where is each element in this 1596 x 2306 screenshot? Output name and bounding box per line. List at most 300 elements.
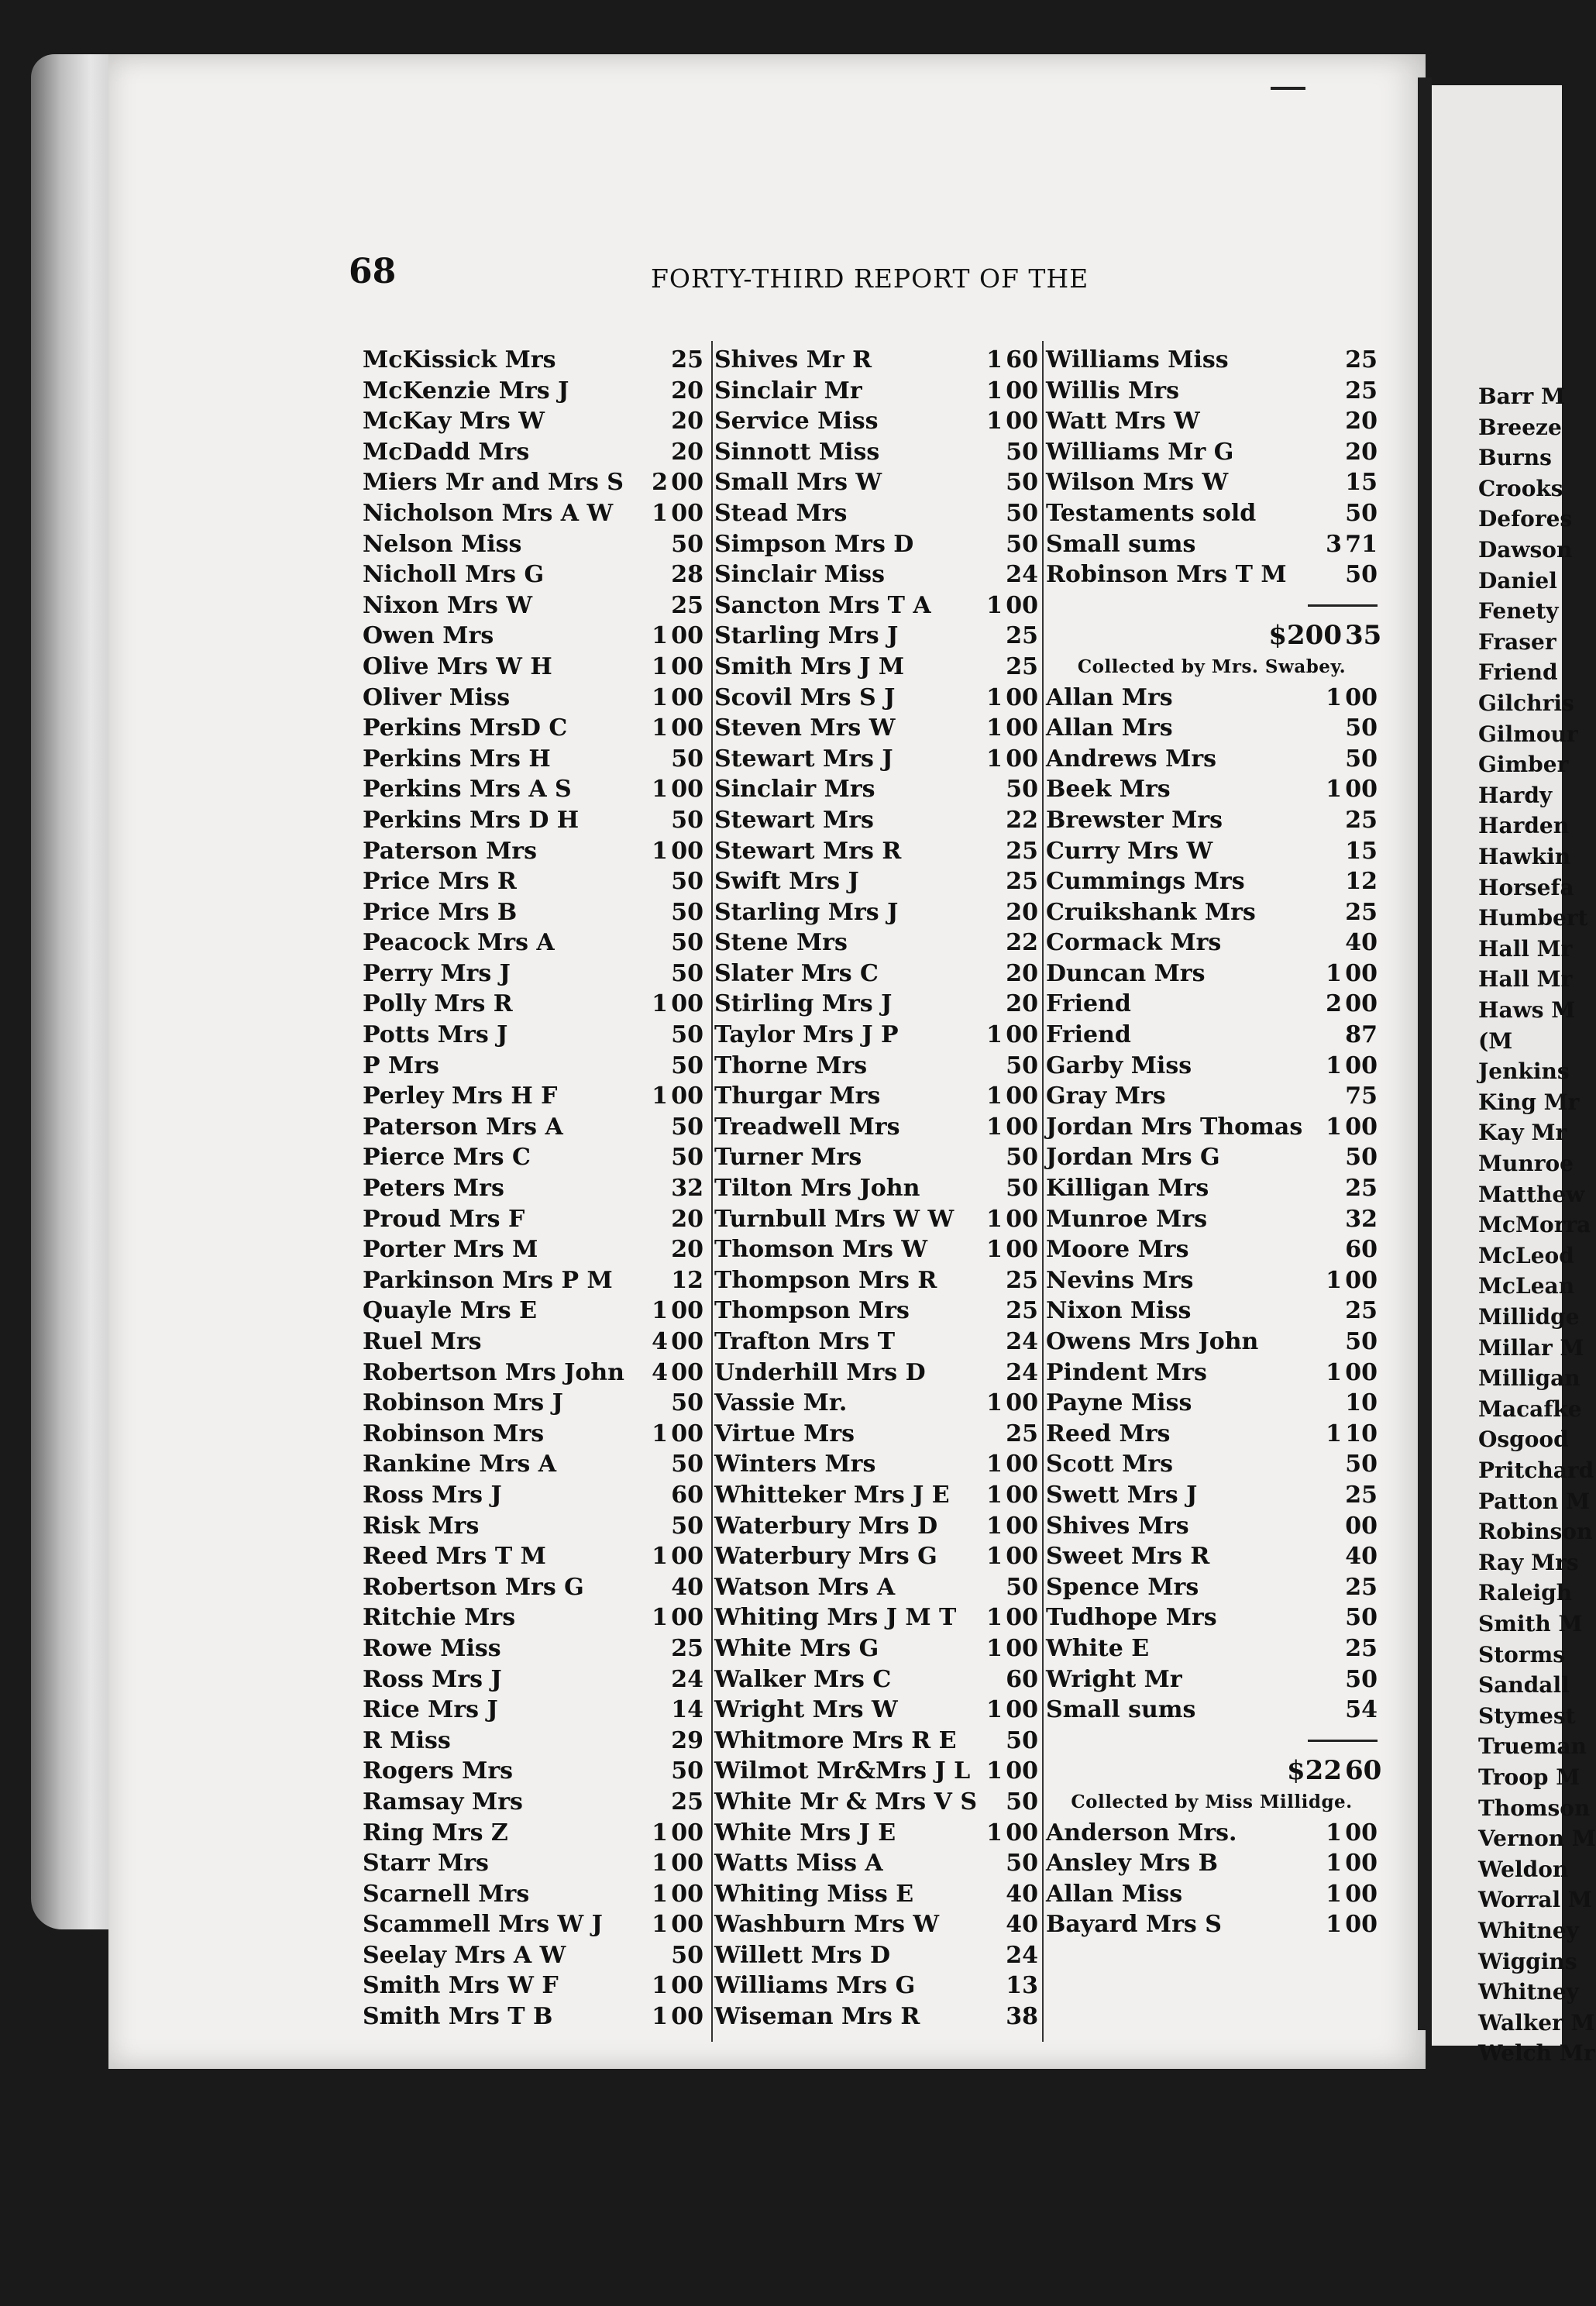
amount-cents: 25 — [1345, 898, 1378, 926]
amount-dollars: 1 — [986, 1696, 1003, 1724]
amount-dollars: 1 — [986, 1512, 1003, 1540]
amount-dollars: 1 — [986, 591, 1003, 619]
amount-cents: 50 — [1006, 1051, 1038, 1079]
subscriber-name: Price Mrs B — [363, 898, 518, 926]
amount-cents: 50 — [1006, 530, 1038, 558]
subscriber-entry — [1046, 345, 1378, 376]
subscriber-column-3 — [1046, 345, 1382, 1940]
subscriber-entry — [714, 1541, 1038, 1572]
amount-cents: 50 — [671, 898, 703, 926]
subscriber-name: Garby Miss — [1046, 1051, 1192, 1079]
amount-cents: 00 — [1006, 1481, 1038, 1509]
subscriber-name: Ramsay Mrs — [363, 1788, 523, 1816]
amount-cents: 20 — [1345, 408, 1378, 435]
subscriber-entry — [363, 866, 703, 897]
amount-dollars: 1 — [652, 1880, 668, 1908]
amount-cents: 00 — [1006, 591, 1038, 619]
subscriber-entry — [1046, 744, 1378, 775]
subscriber-name: Smith Mrs T B — [363, 2003, 553, 2031]
subscriber-entry — [714, 1204, 1038, 1235]
subscriber-entry — [363, 928, 703, 959]
subscriber-entry — [363, 1296, 703, 1327]
subscriber-name: Proud Mrs F — [363, 1205, 525, 1233]
subscriber-entry — [714, 1664, 1038, 1695]
amount-cents: 24 — [1006, 1358, 1038, 1386]
amount-cents: 25 — [671, 1634, 703, 1662]
facing-page-entry: Walker M — [1478, 2009, 1595, 2036]
subscriber-name: Whiting Mrs J M T — [714, 1604, 957, 1632]
subscriber-entry — [363, 437, 703, 468]
facing-page-entry: Crooks — [1478, 475, 1563, 501]
amount-dollars: 1 — [986, 1543, 1003, 1571]
amount-cents: 50 — [671, 1021, 703, 1049]
amount-cents: 20 — [1345, 438, 1378, 466]
amount-cents: 50 — [1006, 1144, 1038, 1172]
collector-heading — [1046, 1787, 1378, 1818]
amount-dollars: 1 — [1326, 776, 1342, 804]
subscriber-name: Wright Mrs W — [714, 1696, 898, 1724]
subscriber-entry — [363, 406, 703, 437]
subscriber-name: Curry Mrs W — [1046, 837, 1213, 865]
subscriber-name: White E — [1046, 1634, 1150, 1662]
subscriber-name: Cummings Mrs — [1046, 868, 1245, 896]
subscriber-name: P Mrs — [363, 1051, 439, 1079]
subscriber-entry — [1046, 1572, 1378, 1603]
facing-page-entry: Hardy — [1478, 782, 1553, 808]
amount-dollars: 1 — [652, 776, 668, 804]
amount-cents: 00 — [1345, 1880, 1378, 1908]
subscriber-name: Friend — [1046, 990, 1131, 1018]
subscriber-name: Waterbury Mrs G — [714, 1543, 937, 1571]
subscriber-name: Peters Mrs — [363, 1175, 504, 1203]
amount-dollars: 1 — [986, 1634, 1003, 1662]
subscriber-name: Swift Mrs J — [714, 868, 859, 896]
subscriber-entry — [714, 1970, 1038, 2001]
amount-cents: 00 — [1006, 1543, 1038, 1571]
facing-page-entry: Gimber — [1478, 752, 1569, 778]
subscriber-entry — [714, 1695, 1038, 1726]
subscriber-name: Nelson Miss — [363, 530, 522, 558]
facing-page-entry: Hall Mr — [1478, 935, 1573, 962]
subscriber-entry — [1046, 1511, 1378, 1542]
subscriber-entry — [363, 897, 703, 928]
subscriber-entry — [1046, 1449, 1378, 1480]
subscriber-name: Stene Mrs — [714, 929, 848, 957]
amount-cents: 00 — [1345, 959, 1378, 987]
subscriber-entry — [714, 406, 1038, 437]
subscriber-entry — [714, 467, 1038, 498]
facing-page-entry: Horsefa — [1478, 874, 1574, 900]
subscriber-entry — [363, 467, 703, 498]
subscriber-name: Smith Mrs J M — [714, 652, 905, 680]
amount-cents: 20 — [1006, 898, 1038, 926]
subscriber-name: Oliver Miss — [363, 683, 511, 711]
running-title: FORTY-THIRD REPORT OF THE — [651, 263, 1089, 294]
amount-cents: 25 — [1345, 1297, 1378, 1325]
amount-cents: 24 — [1006, 1328, 1038, 1355]
amount-cents: 14 — [671, 1696, 703, 1724]
subscriber-entry — [363, 713, 703, 744]
subscriber-entry — [714, 1081, 1038, 1112]
amount-cents: 00 — [1345, 776, 1378, 804]
amount-dollars: 1 — [986, 1389, 1003, 1417]
subscriber-name: Ring Mrs Z — [363, 1819, 508, 1847]
facing-page-entry: Haws M — [1478, 997, 1576, 1023]
subscriber-entry — [1046, 989, 1378, 1020]
amount-cents: 54 — [1345, 1696, 1378, 1724]
subscriber-entry — [363, 1142, 703, 1173]
subscriber-name: Friend — [1046, 1021, 1131, 1049]
subscriber-name: Paterson Mrs — [363, 837, 537, 865]
facing-page-entry: Osgood — [1478, 1427, 1569, 1453]
amount-cents: 20 — [671, 1236, 703, 1264]
subscriber-entry — [714, 1388, 1038, 1419]
subscriber-name: Reed Mrs T M — [363, 1543, 546, 1571]
facing-page-entry: Daniel — [1478, 567, 1557, 594]
subscriber-entry — [1046, 836, 1378, 867]
facing-page-entry: Jenkins — [1478, 1058, 1570, 1085]
subscriber-entry — [1046, 467, 1378, 498]
subscriber-entry — [1046, 774, 1378, 805]
subscriber-entry — [1046, 683, 1378, 714]
subscriber-entry — [714, 1511, 1038, 1542]
amount-dollars: 1 — [986, 1604, 1003, 1632]
subscriber-name: White Mrs G — [714, 1634, 879, 1662]
amount-cents: 50 — [1345, 714, 1378, 742]
amount-dollars: 1 — [652, 990, 668, 1018]
amount-cents: 40 — [1006, 1880, 1038, 1908]
subscriber-name: Swett Mrs J — [1046, 1481, 1198, 1509]
subscriber-name: Allan Mrs — [1046, 714, 1173, 742]
subscriber-name: Sweet Mrs R — [1046, 1543, 1210, 1571]
amount-cents: 50 — [1006, 1573, 1038, 1601]
subscriber-entry — [363, 959, 703, 990]
subscriber-entry — [363, 590, 703, 621]
amount-cents: 25 — [1006, 1266, 1038, 1294]
subscriber-entry — [714, 1818, 1038, 1849]
amount-cents: 50 — [1345, 1328, 1378, 1355]
amount-cents: 50 — [671, 1144, 703, 1172]
amount-cents: 50 — [1006, 1788, 1038, 1816]
subscriber-entry — [1046, 1541, 1378, 1572]
subscriber-entry — [1046, 713, 1378, 744]
subscriber-name: Thompson Mrs R — [714, 1266, 937, 1294]
subscriber-name: Andrews Mrs — [1046, 745, 1217, 773]
subscriber-name: Trafton Mrs T — [714, 1328, 896, 1355]
subscriber-entry — [1046, 1020, 1378, 1051]
subscriber-entry — [1046, 1664, 1378, 1695]
subscriber-entry — [363, 1265, 703, 1296]
subscriber-name: Turnbull Mrs W W — [714, 1205, 955, 1233]
subscriber-name: Starling Mrs J — [714, 622, 899, 650]
page-number: 68 — [349, 252, 397, 291]
amount-cents: 00 — [1345, 1358, 1378, 1386]
column-total — [1046, 1755, 1382, 1787]
amount-dollars: 1 — [1326, 1850, 1342, 1877]
subscriber-name: Washburn Mrs W — [714, 1911, 940, 1939]
subscriber-name: Seelay Mrs A W — [363, 1941, 566, 1969]
amount-cents: 35 — [1345, 620, 1382, 652]
subscriber-name: Ruel Mrs — [363, 1328, 482, 1355]
facing-page-entry: Raleigh — [1478, 1580, 1573, 1606]
amount-cents: 00 — [1006, 714, 1038, 742]
amount-cents: 00 — [671, 1082, 703, 1110]
facing-page-entry: Ray Mrs — [1478, 1549, 1579, 1575]
facing-page-entry: Breeze — [1478, 414, 1562, 440]
subscriber-name: Sinclair Mrs — [714, 776, 875, 804]
amount-cents: 15 — [1345, 469, 1378, 497]
amount-cents: 00 — [1006, 683, 1038, 711]
amount-cents: 25 — [1006, 868, 1038, 896]
subscriber-entry — [363, 498, 703, 529]
subscriber-entry — [363, 1818, 703, 1849]
subscriber-entry — [1046, 1234, 1378, 1265]
amount-dollars: 1 — [652, 683, 668, 711]
amount-cents: 20 — [671, 438, 703, 466]
subscriber-name: Nixon Miss — [1046, 1297, 1192, 1325]
amount-cents: 60 — [671, 1481, 703, 1509]
amount-dollars: 1 — [652, 652, 668, 680]
subscriber-entry — [363, 529, 703, 560]
subscriber-entry — [363, 1940, 703, 1971]
subscriber-entry — [714, 1848, 1038, 1879]
subscriber-name: Jordan Mrs G — [1046, 1144, 1220, 1172]
subscriber-name: Killigan Mrs — [1046, 1175, 1209, 1203]
subscriber-name: Sancton Mrs T A — [714, 591, 931, 619]
subscriber-entry — [714, 1756, 1038, 1787]
subscriber-entry — [363, 1511, 703, 1542]
subscriber-entry — [714, 928, 1038, 959]
amount-cents: 40 — [1345, 929, 1378, 957]
subscriber-name: Risk Mrs — [363, 1512, 480, 1540]
subscriber-name: Watts Miss A — [714, 1850, 883, 1877]
amount-dollars: 1 — [986, 714, 1003, 742]
amount-cents: 60 — [1345, 1236, 1378, 1264]
amount-cents: 00 — [1006, 1113, 1038, 1141]
subscriber-entry — [1046, 897, 1378, 928]
subscriber-entry — [363, 652, 703, 683]
amount-cents: 50 — [1345, 561, 1378, 589]
subscriber-entry — [1046, 1419, 1378, 1450]
amount-cents: 00 — [1006, 1696, 1038, 1724]
amount-dollars: $22 — [1287, 1755, 1342, 1787]
amount-cents: 00 — [1345, 990, 1378, 1018]
subscriber-entry — [714, 498, 1038, 529]
subscriber-entry — [714, 713, 1038, 744]
subscriber-name: Smith Mrs W F — [363, 1972, 559, 2000]
subscriber-name: Nicholson Mrs A W — [363, 499, 614, 527]
subscriber-name: Quayle Mrs E — [363, 1297, 537, 1325]
amount-cents: 00 — [671, 1880, 703, 1908]
amount-cents: 00 — [671, 652, 703, 680]
subscriber-name: Miers Mr and Mrs S — [363, 469, 624, 497]
subscriber-name: Stead Mrs — [714, 499, 848, 527]
subscriber-entry — [714, 1112, 1038, 1143]
subscriber-entry — [714, 1602, 1038, 1633]
subscriber-name: Perkins MrsD C — [363, 714, 568, 742]
amount-cents: 40 — [1006, 1911, 1038, 1939]
facing-page-entry: Fenety — [1478, 598, 1559, 625]
subscriber-name: McKay Mrs W — [363, 408, 545, 435]
amount-dollars: 1 — [652, 622, 668, 650]
subscriber-name: McKissick Mrs — [363, 346, 556, 373]
amount-dollars: 4 — [652, 1328, 668, 1355]
amount-cents: 24 — [1006, 561, 1038, 589]
subscriber-entry — [1046, 376, 1378, 407]
amount-cents: 50 — [1006, 1850, 1038, 1877]
subscriber-entry — [1046, 1818, 1378, 1849]
subscriber-entry — [714, 1296, 1038, 1327]
subscriber-name: Perkins Mrs D H — [363, 806, 580, 834]
subscriber-entry — [1046, 1051, 1378, 1082]
subscriber-entry — [714, 529, 1038, 560]
subscriber-name: Shives Mrs — [1046, 1512, 1189, 1540]
amount-cents: 22 — [1006, 929, 1038, 957]
facing-page-entry: Millidge — [1478, 1304, 1580, 1330]
facing-page-entry: Wiggins — [1478, 1948, 1577, 1974]
subscriber-entry — [363, 345, 703, 376]
amount-cents: 40 — [671, 1573, 703, 1601]
amount-cents: 00 — [671, 1911, 703, 1939]
amount-cents: 25 — [1006, 1297, 1038, 1325]
subscriber-entry — [363, 836, 703, 867]
subscriber-entry — [714, 959, 1038, 990]
subscriber-entry — [714, 1726, 1038, 1757]
facing-page-entry: Gilmour — [1478, 721, 1578, 747]
subscriber-name: Willett Mrs D — [714, 1941, 890, 1969]
facing-page — [1432, 85, 1596, 2067]
amount-cents: 25 — [1006, 652, 1038, 680]
amount-cents: 00 — [1006, 1082, 1038, 1110]
subscriber-name: Testaments sold — [1046, 499, 1257, 527]
subscriber-entry — [363, 1602, 703, 1633]
subscriber-name: Thomson Mrs W — [714, 1236, 928, 1264]
subscriber-entry — [363, 1388, 703, 1419]
facing-page-entry: Defores — [1478, 506, 1573, 532]
subscriber-entry — [363, 1112, 703, 1143]
amount-dollars: 1 — [652, 1972, 668, 2000]
subscriber-entry — [714, 1020, 1038, 1051]
amount-cents: 00 — [1006, 377, 1038, 404]
amount-dollars: 1 — [986, 377, 1003, 404]
subscriber-entry — [363, 1970, 703, 2001]
amount-dollars: 1 — [652, 1297, 668, 1325]
facing-page-entry: Milligan — [1478, 1365, 1581, 1392]
amount-cents: 50 — [671, 530, 703, 558]
amount-cents: 00 — [671, 714, 703, 742]
subscriber-name: Nicholl Mrs G — [363, 561, 545, 589]
subscriber-name: Perley Mrs H F — [363, 1082, 558, 1110]
subscriber-name: Wiseman Mrs R — [714, 2003, 920, 2031]
subscriber-entry — [363, 805, 703, 836]
facing-page-entry: Whitney — [1478, 1979, 1579, 2005]
subscriber-name: Brewster Mrs — [1046, 806, 1223, 834]
column-total — [1046, 620, 1382, 652]
amount-cents: 25 — [1345, 806, 1378, 834]
amount-dollars: 1 — [986, 1451, 1003, 1478]
facing-page-entry: McMorra — [1478, 1212, 1591, 1238]
subscriber-entry — [363, 683, 703, 714]
subscriber-column-1 — [363, 345, 703, 2032]
amount-dollars: 1 — [652, 837, 668, 865]
amount-cents: 50 — [1345, 1144, 1378, 1172]
subscriber-name: Wright Mr — [1046, 1665, 1182, 1693]
subscriber-entry — [1046, 1602, 1378, 1633]
amount-dollars: 1 — [1326, 683, 1342, 711]
amount-cents: 25 — [671, 591, 703, 619]
subscriber-entry — [1046, 1848, 1378, 1879]
amount-cents: 25 — [1345, 1481, 1378, 1509]
subscriber-entry — [363, 1449, 703, 1480]
subscriber-name: Simpson Mrs D — [714, 530, 914, 558]
subscriber-entry — [363, 1327, 703, 1358]
facing-page-entry: Stymest — [1478, 1702, 1576, 1729]
amount-cents: 00 — [671, 683, 703, 711]
amount-cents: 00 — [671, 1972, 703, 2000]
subscriber-name: Winters Mrs — [714, 1451, 876, 1478]
amount-cents: 00 — [671, 2003, 703, 2031]
amount-cents: 00 — [1345, 1113, 1378, 1141]
subscriber-name: Thurgar Mrs — [714, 1082, 881, 1110]
top-rule — [1271, 87, 1305, 90]
subscriber-name: Paterson Mrs A — [363, 1113, 563, 1141]
subscriber-name: Ross Mrs J — [363, 1481, 502, 1509]
subscriber-name: Polly Mrs R — [363, 990, 513, 1018]
amount-cents: 00 — [1345, 683, 1378, 711]
subscriber-entry — [714, 376, 1038, 407]
amount-cents: 71 — [1345, 530, 1378, 558]
amount-dollars: 2 — [1326, 990, 1342, 1018]
amount-cents: 25 — [1345, 1175, 1378, 1203]
facing-page-entry: Harden — [1478, 813, 1570, 839]
amount-cents: 50 — [671, 868, 703, 896]
amount-cents: 00 — [1006, 1205, 1038, 1233]
subscriber-name: Slater Mrs C — [714, 959, 879, 987]
subscriber-name: Porter Mrs M — [363, 1236, 538, 1264]
facing-page-entry: Barr M — [1478, 384, 1566, 409]
subscriber-name: Rowe Miss — [363, 1634, 501, 1662]
subscriber-entry — [363, 1051, 703, 1082]
subscriber-entry — [1046, 529, 1378, 560]
amount-cents: 00 — [1006, 1389, 1038, 1417]
amount-cents: 00 — [671, 1420, 703, 1447]
subscriber-name: White Mr & Mrs V S — [714, 1788, 978, 1816]
amount-cents: 25 — [1006, 622, 1038, 650]
subscriber-name: Scammell Mrs W J — [363, 1911, 603, 1939]
subscriber-name: Williams Miss — [1046, 346, 1229, 373]
subscriber-entry — [714, 590, 1038, 621]
subscriber-name: Allan Miss — [1046, 1880, 1183, 1908]
subscriber-entry — [1046, 1388, 1378, 1419]
subscriber-entry — [714, 2001, 1038, 2032]
subscriber-entry — [1046, 1909, 1378, 1940]
subscriber-entry — [1046, 1204, 1378, 1235]
subscriber-name: Robinson Mrs — [363, 1420, 545, 1447]
facing-page-entry: Pritchard — [1478, 1458, 1594, 1483]
amount-cents: 50 — [1345, 1665, 1378, 1693]
subscriber-name: Owens Mrs John — [1046, 1328, 1259, 1355]
amount-cents: 00 — [671, 1358, 703, 1386]
subscriber-name: Vassie Mr. — [714, 1389, 848, 1417]
subscriber-name: Tudhope Mrs — [1046, 1604, 1217, 1632]
subscriber-entry — [1046, 959, 1378, 990]
subscriber-entry — [1046, 1358, 1378, 1389]
subscriber-name: Peacock Mrs A — [363, 929, 555, 957]
amount-cents: 00 — [671, 1850, 703, 1877]
subscriber-name: Rankine Mrs A — [363, 1451, 557, 1478]
subscriber-entry — [1046, 1142, 1378, 1173]
amount-cents: 00 — [671, 622, 703, 650]
